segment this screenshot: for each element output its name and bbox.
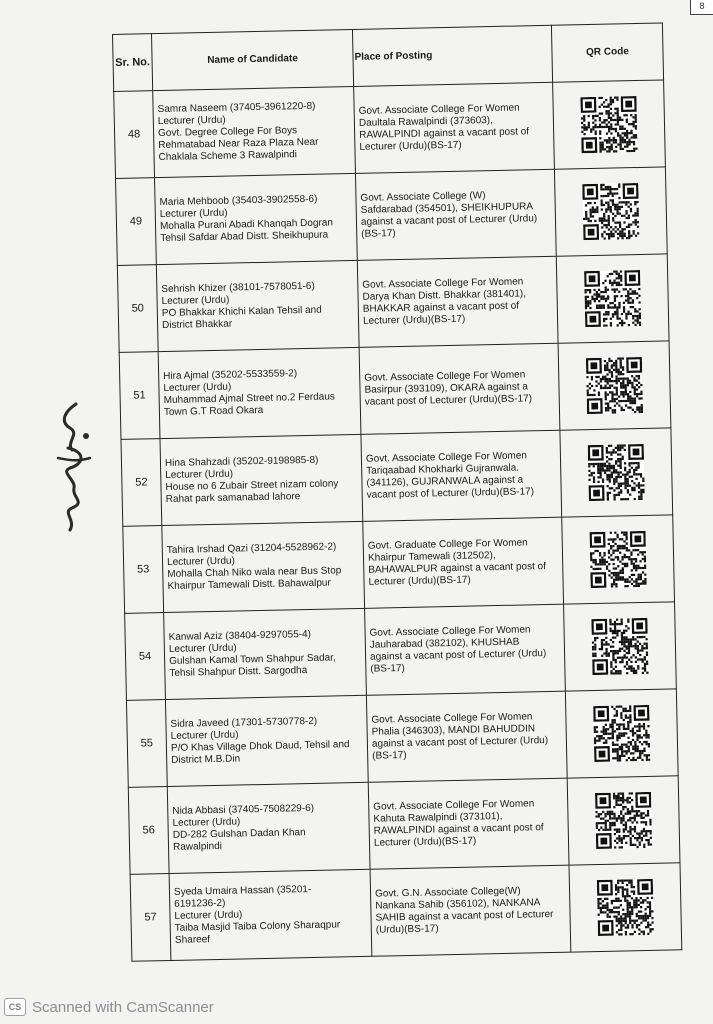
candidate-detail-line: Muhammad Ajmal Street no.2 Ferdaus [163, 391, 335, 406]
qr-code-icon [582, 183, 639, 240]
candidate-detail-line: Rehmatabad Near Raza Plaza Near [158, 136, 319, 152]
qr-cell [564, 602, 677, 691]
camscanner-text: Scanned with CamScanner [32, 998, 214, 1016]
candidate-detail-line: Lecturer (Urdu) [159, 207, 228, 221]
posting-line: (341126), GUJRANWALA against a [366, 474, 524, 489]
document-page [112, 23, 672, 972]
posting-line: Lecturer (Urdu)(BS-17) [359, 139, 462, 153]
posting-line: vacant post of Lecturer (Urdu)(BS-17) [366, 486, 535, 501]
candidate-name: Tahira Irshad Qazi (31204-5528962-2) [166, 541, 337, 556]
qr-code-icon [586, 357, 643, 414]
handwritten-signature [46, 398, 106, 538]
posting-line: Kahuta Rawalpindi (373101), [373, 810, 503, 825]
posting-line: Govt. Associate College For Women [371, 711, 533, 726]
candidate-detail-line: Lecturer (Urdu) [163, 381, 232, 394]
candidate-name: Maria Mehboob (35403-3902558-6) [159, 193, 318, 209]
posting-line: Tariqaabad Khokharki Gujranwala. [366, 462, 520, 477]
posting-line: vacant post of Lecturer (Urdu)(BS-17) [364, 393, 533, 408]
serial-number: 52 [121, 439, 162, 527]
posting-cell [368, 778, 569, 869]
serial-number: 55 [126, 700, 167, 788]
candidate-name: Kanwal Aziz (38404-9297055-4) [168, 628, 312, 643]
candidate-detail-line: Tehsil Shahpur Distt. Sargodha [169, 665, 308, 679]
qr-cell [569, 863, 682, 952]
posting-line: Govt. Associate College For Women [373, 798, 535, 813]
posting-cell [355, 169, 556, 260]
candidate-cell [165, 695, 368, 786]
qr-code-icon [591, 618, 648, 675]
posting-cell [365, 604, 566, 695]
candidate-detail-line: Mohalla Purani Abadi Khanqah Dogran [159, 217, 334, 233]
candidate-detail-line: Town G.T Road Okara [163, 404, 264, 418]
posting-line: Safdarabad (354501), SHEIKHUPURA [360, 201, 534, 216]
posting-line: against a vacant post of Lecturer (Urdu) [371, 735, 549, 750]
posting-cell [359, 343, 560, 434]
table-row [123, 515, 675, 613]
posting-line: Govt. Associate College For Women [364, 369, 526, 384]
candidate-detail-line: DD-282 Gulshan Dadan Khan [172, 827, 306, 841]
table-row [117, 254, 669, 352]
posting-table [112, 22, 682, 961]
posting-line: SAHIB against a vacant post of Lecturer [375, 908, 554, 924]
posting-line: Govt. G.N. Associate College(W) [374, 885, 521, 900]
candidate-detail-line: Gulshan Kamal Town Shahpur Sadar, [169, 652, 336, 667]
posting-cell [363, 517, 564, 608]
posting-line: Govt. Associate College For Women [365, 450, 528, 465]
table-row [121, 428, 673, 526]
posting-line: BAHAWALPUR against a vacant post of [368, 561, 547, 576]
serial-number: 56 [128, 787, 169, 875]
posting-line: (BS-17) [372, 749, 407, 762]
table-row [116, 167, 668, 265]
posting-cell [370, 865, 571, 956]
candidate-detail-line: Tehsil Safdar Abad Distt. Sheikhupura [160, 229, 329, 245]
posting-line: Lecturer (Urdu)(BS-17) [362, 313, 466, 327]
qr-cell [565, 689, 678, 778]
posting-cell [354, 82, 555, 173]
candidate-detail-line: Govt. Degree College For Boys [157, 125, 298, 140]
posting-line: Lecturer (Urdu)(BS-17) [373, 835, 477, 849]
posting-line: (BS-17) [361, 228, 396, 240]
candidate-detail-line: Lecturer (Urdu) [157, 114, 226, 128]
table-row [119, 341, 671, 439]
candidate-name: Nida Abbasi (37405-7508229-6) [172, 802, 315, 817]
qr-code-icon [593, 705, 650, 762]
candidate-detail-line: Mohalla Chah Niko wala near Bus Stop [167, 565, 342, 580]
qr-code-icon [590, 531, 647, 588]
candidate-cell [169, 869, 372, 960]
posting-line: against a vacant post of Lecturer (Urdu) [360, 213, 538, 228]
posting-line: Daultala Rawalpindi (373603), [358, 115, 493, 129]
candidate-detail-line: Lecturer (Urdu) [174, 909, 243, 922]
candidate-detail-line: Chaklala Scheme 3 Rawalpindi [158, 149, 298, 164]
candidate-detail-line: Lecturer (Urdu) [161, 294, 230, 308]
candidate-cell [156, 260, 359, 351]
candidate-cell [160, 434, 363, 525]
posting-cell [361, 430, 562, 521]
posting-line: Darya Khan Distt. Bhakkar (381401), [362, 288, 527, 303]
posting-line: Govt. Associate College (W) [360, 190, 486, 204]
qr-cell [556, 254, 669, 343]
posting-line: Nankana Sahib (356102), NANKANA [375, 897, 541, 912]
candidate-name: Hina Shahzadi (35202-9198985-8) [164, 454, 319, 469]
serial-number: 51 [119, 352, 160, 440]
qr-code-icon [584, 270, 641, 327]
serial-number: 50 [117, 265, 158, 353]
header-place: Place of Posting [352, 25, 552, 86]
candidate-detail-line: Lecturer (Urdu) [166, 555, 235, 568]
serial-number: 57 [130, 873, 171, 961]
candidate-cell [155, 173, 358, 264]
candidate-name: Samra Naseem (37405-3961220-8) [157, 100, 316, 116]
serial-number: 54 [125, 613, 166, 701]
qr-cell [562, 515, 675, 604]
qr-cell [558, 341, 671, 430]
posting-line: Govt. Associate College For Women [358, 102, 520, 117]
posting-cell [366, 691, 567, 782]
candidate-detail-line: Lecturer (Urdu) [170, 729, 239, 742]
posting-line: RAWALPINDI against a vacant post of [359, 126, 530, 141]
candidate-detail-line: Taiba Masjid Taiba Colony Sharaqpur [174, 919, 341, 934]
candidate-detail-line: Lecturer (Urdu) [172, 816, 241, 829]
posting-line: against a vacant post of Lecturer (Urdu) [369, 648, 547, 663]
candidate-detail-line: District M.B.Din [171, 753, 241, 766]
candidate-detail-line: Rawalpindi [172, 840, 223, 853]
posting-line: Jauharabad (382102), KHUSHAB [369, 636, 520, 651]
header-qr: QR Code [551, 23, 663, 82]
posting-line: Govt. Graduate College For Women [367, 537, 528, 552]
header-sr-no: Sr. No. [113, 34, 153, 92]
candidate-detail-line: Shareef [174, 934, 211, 946]
posting-line: Khairpur Tamewali (312502), [367, 550, 496, 564]
table-row [114, 80, 666, 178]
candidate-detail-line: Rahat park samanabad lahore [165, 491, 301, 505]
table-row [128, 776, 680, 874]
qr-code-icon [597, 879, 654, 936]
posting-line: Govt. Associate College For Women [362, 276, 524, 291]
candidate-detail-line: District Bhakkar [162, 318, 233, 332]
candidate-cell [164, 608, 367, 699]
posting-line: Lecturer (Urdu)(BS-17) [368, 574, 471, 588]
header-name: Name of Candidate [152, 29, 354, 90]
camscanner-footer [4, 996, 214, 1018]
candidate-detail-line: Lecturer (Urdu) [165, 468, 234, 481]
table-body [114, 80, 682, 961]
candidate-cell [167, 782, 370, 873]
posting-line: (BS-17) [370, 663, 405, 675]
candidate-detail-line: 6191236-2) [174, 897, 226, 910]
qr-cell [554, 167, 667, 256]
page-corner-mark: 8 [690, 0, 713, 15]
candidate-cell [162, 521, 365, 612]
qr-cell [553, 80, 666, 169]
posting-line: (Urdu)(BS-17) [375, 923, 439, 936]
candidate-detail-line: PO Bhakkar Khichi Kalan Tehsil and [161, 304, 322, 320]
candidate-name: Sidra Javeed (17301-5730778-2) [170, 715, 318, 730]
candidate-detail-line: House no 6 Zubair Street nizam colony [165, 478, 339, 493]
table-row [126, 689, 678, 787]
qr-code-icon [588, 444, 645, 501]
candidate-name: Sehrish Khizer (38101-7578051-6) [161, 280, 315, 296]
table-row [125, 602, 677, 700]
posting-line: Basirpur (393109), OKARA against a [364, 381, 529, 396]
qr-code-icon [580, 96, 637, 153]
candidate-detail-line: P/O Khas Village Dhok Daud, Tehsil and [170, 739, 350, 754]
posting-cell [357, 256, 558, 347]
posting-line: RAWALPINDI against a vacant post of [373, 822, 544, 837]
posting-line: Phalia (346303), MANDI BAHUDDIN [371, 723, 536, 738]
candidate-detail-line: Lecturer (Urdu) [168, 642, 237, 655]
candidate-name: Hira Ajmal (35202-5533559-2) [163, 368, 298, 383]
qr-code-icon [595, 792, 652, 849]
serial-number: 49 [116, 178, 157, 266]
candidate-detail-line: Khairpur Tamewali Distt. Bahawalpur [167, 577, 331, 592]
candidate-name: Syeda Umaira Hassan (35201- [173, 884, 312, 898]
posting-line: BHAKKAR against a vacant post of [362, 300, 520, 315]
serial-number: 53 [123, 526, 164, 614]
posting-line: Govt. Associate College For Women [369, 624, 531, 639]
candidate-cell [153, 86, 356, 177]
serial-number: 48 [114, 91, 155, 179]
table-row [130, 863, 682, 961]
qr-cell [560, 428, 673, 517]
qr-cell [567, 776, 680, 865]
candidate-cell [158, 347, 361, 438]
camscanner-logo-icon: CS [4, 998, 26, 1016]
